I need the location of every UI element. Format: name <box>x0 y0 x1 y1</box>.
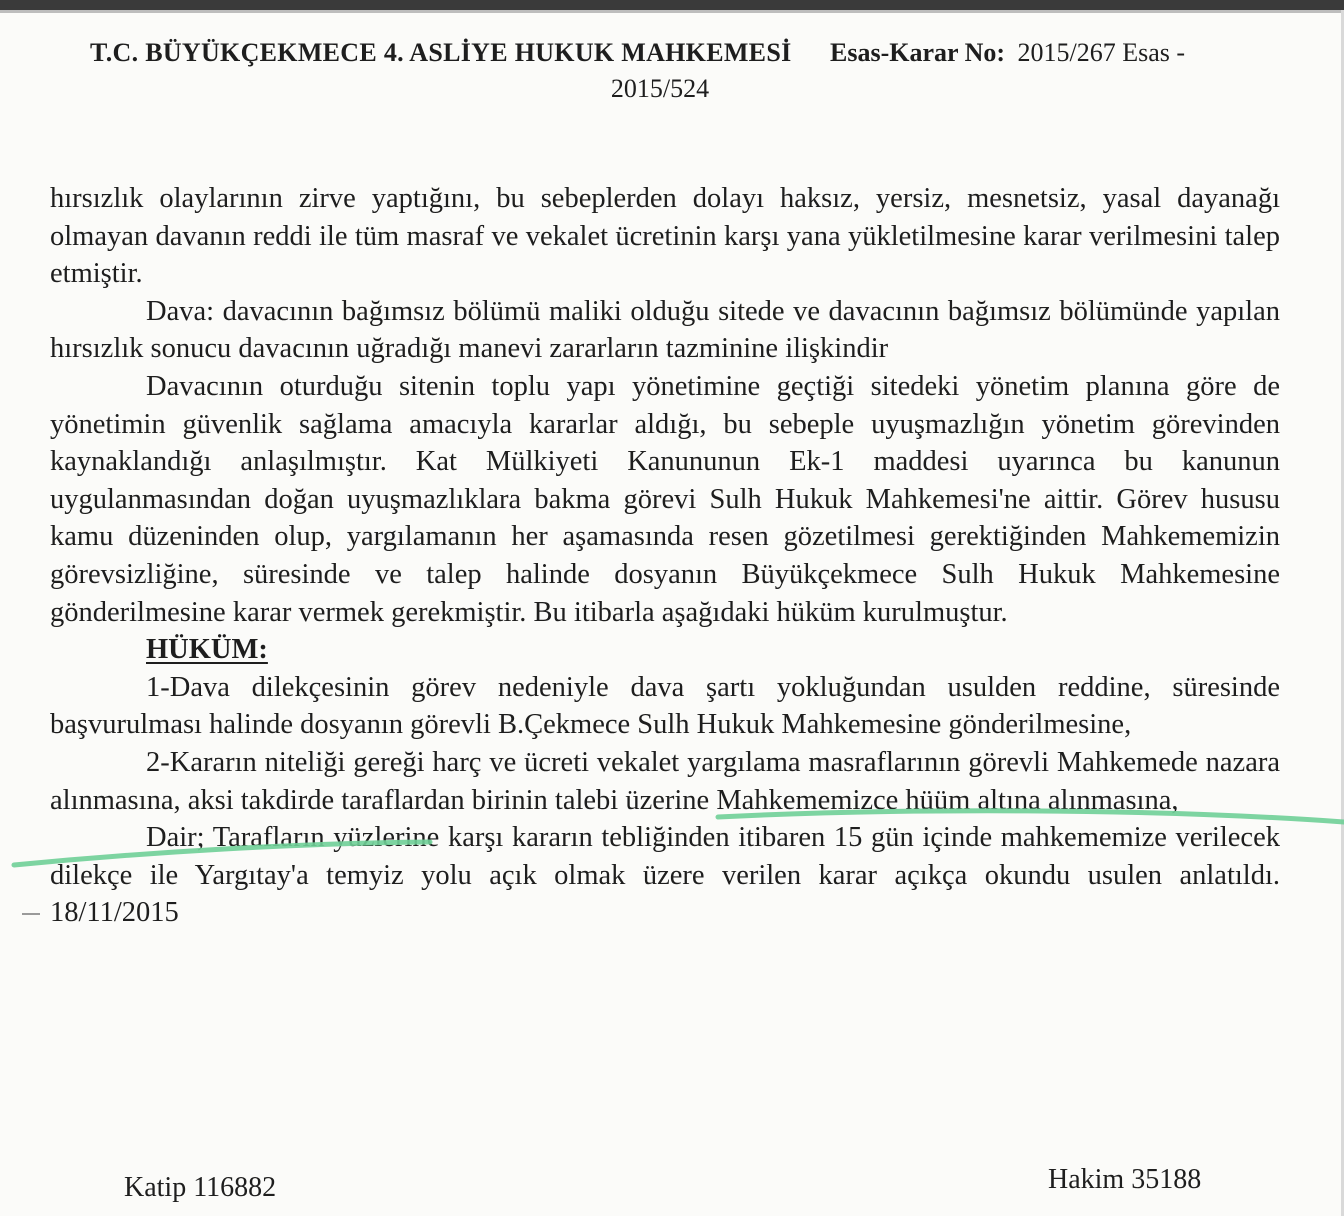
margin-dash <box>22 913 40 915</box>
paragraph-reasoning: Davacının oturduğu sitenin toplu yapı yönetimine geçtiği sitedeki yönetim planına göre de yönetimin güvenlik sağlama amacıyla kararlar aldığı, bu sebeple uyuşmazlığın yönetim görevinden kaynaklandığı anlaşılmıştır. Kat Mülkiyeti Kanununun Ek-1 maddesi uyarınca bu kanunun uygulanmasından doğan uyuşmazlıklara bakma görevi Sulh Hukuk Mahkemesi'ne aittir. Görev hususu kamu düzeninden olup, yargılamanın her aşamasında resen gözetilmesi gerektiğinden Mahkememizin görevsizliğine, süresinde ve talep halinde dosyanın Büyükçekmece Sulh Hukuk Mahkemesine gönderilmesine karar vermek gerekmiştir. Bu itibarla aşağıdaki hüküm kurulmuştur. <box>50 370 1280 628</box>
karar-number-line <box>0 74 1320 104</box>
scan-top-edge-fade <box>0 10 1344 13</box>
court-name: T.C. BÜYÜKÇEKMECE 4. ASLİYE HUKUK MAHKEMESİ <box>90 38 792 67</box>
esas-number: 2015/267 Esas - <box>1017 38 1186 67</box>
hukum-item-2: 2-Kararın niteliği gereği harç ve ücreti vekalet yargılama masraflarının görevli Mahkemede nazara alınmasına, aksi takdirde taraflardan birinin talebi üzerine Mahkememizce hüüm altına alınmasına, <box>50 746 1280 816</box>
hukum-item-3: Dair; Tarafların yüzlerine karşı kararın tebliğinden itibaren 15 gün içinde mahkememize verilecek dilekçe ile Yargıtay'a temyiz yolu açık olmak üzere verilen karar açıkça okundu usulen anlatıldı. 18/11/2015 <box>50 822 1280 929</box>
karar-number: 2015/524 <box>610 74 710 103</box>
hukum-heading: HÜKÜM: <box>146 634 268 666</box>
document-header <box>90 38 1234 68</box>
paragraph-defense: hırsızlık olaylarının zirve yaptığını, bu sebeplerden dolayı haksız, yersiz, mesnetsiz, yasal dayanağı olmayan davanın reddi ile tüm masraf ve vekalet ücretinin karşı yana yükletilmesine karar verilmesini talep etmiştir. <box>50 183 1280 290</box>
hakim-signature: Hakim 35188 <box>1048 1164 1202 1195</box>
document-body <box>50 180 1280 932</box>
paragraph-dava: Dava: davacının bağımsız bölümü maliki olduğu sitede ve davacının bağımsız bölümünde yapılan hırsızlık sonucu davacının uğradığı manevi zararların tazminine ilişkindir <box>50 295 1280 365</box>
esas-karar-label: Esas-Karar No: <box>830 38 1006 67</box>
katip-signature: Katip 116882 <box>124 1172 277 1203</box>
scan-top-edge <box>0 0 1344 10</box>
hukum-heading-line <box>50 631 1280 669</box>
hukum-item-1: 1-Dava dilekçesinin görev nedeniyle dava şartı yokluğundan usulden reddine, süresinde başvurulması halinde dosyanın görevli B.Çekmece Sulh Hukuk Mahkemesine gönderilmesine, <box>50 671 1280 741</box>
